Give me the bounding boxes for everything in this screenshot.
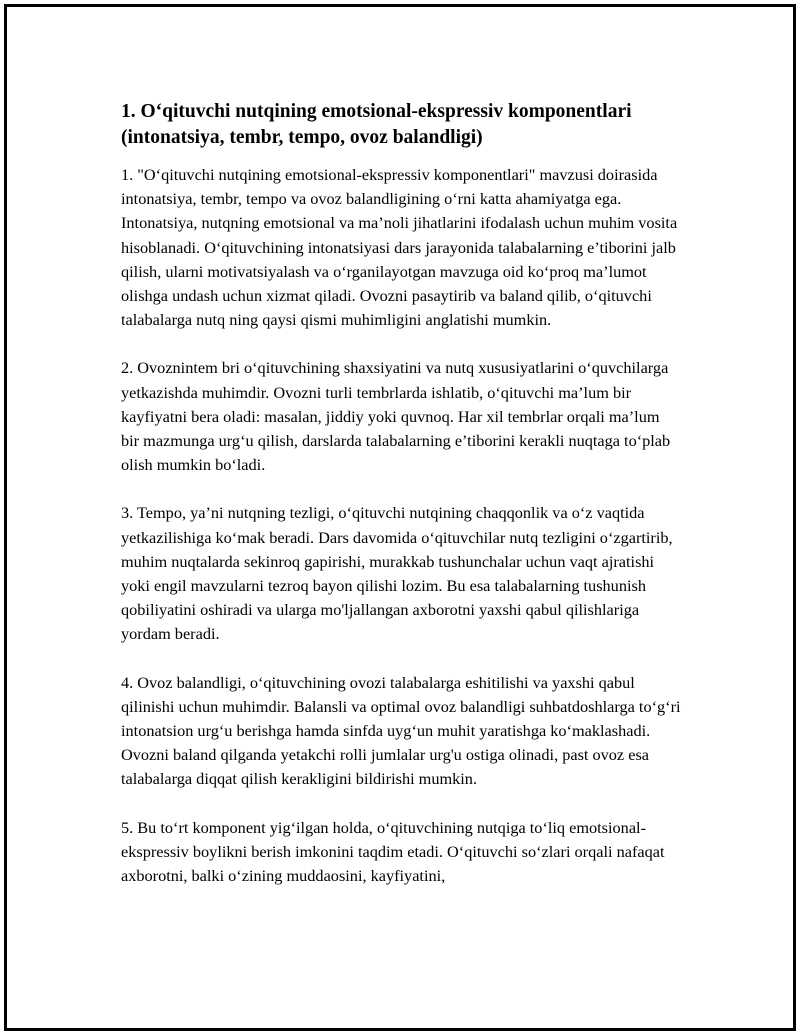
paragraph-1: 1. "O‘qituvchi nutqining emotsional-ekspressiv komponentlari" mavzusi doirasida intonatsiya, tembr, tempo va ovoz balandligining o‘rni katta ahamiyatga ega. Intonatsiya, nutqning emotsional va ma’noli jihatlarini ifodalash uchun muhim vosita hisoblanadi. O‘qituvchining intonatsiyasi dars jarayonida talabalarning e’tiborini jalb qilish, ularni motivatsiyalash va o‘rganilayotgan mavzuga oid ko‘proq ma’lumot olishga undash uchun xizmat qiladi. Ovozni pasaytirib va baland qilib, o‘qituvchi talabalarga nutq ning qaysi qismi muhimligini anglatishi mumkin. [121, 165, 678, 330]
paragraph-2: 2. Ovoznintem bri o‘qituvchining shaxsiyatini va nutq xususiyatlarini o‘quvchilarga yetkazishda muhimdir. Ovozni turli tembrlarda ishlatib, o‘qituvchi ma’lum bir kayfiyatni bera oladi: masalan, jiddiy yoki quvnoq. Har xil tembrlar orqali ma’lum bir mazmunga urg‘u qilish, darslarda talabalarning e’tiborini kerakli nuqtaga to‘plab olish mumkin bo‘ladi. [121, 358, 671, 475]
paragraph-4: 4. Ovoz balandligi, o‘qituvchining ovozi talabalarga eshitilishi va yaxshi qabul qilinishi uchun muhimdir. Balansli va optimal ovoz balandligi suhbatdoshlarga to‘g‘ri intonatsion urg‘u berishga hamda sinfda uyg‘un muhit yaratishga ko‘maklashadi. Ovozni baland qilganda yetakchi rolli jumlalar urg'u ostiga olinadi, past ovoz esa talabalarga diqqat qilish kerakligini bildirishi mumkin. [121, 672, 681, 789]
section-heading: 1. O‘qituvchi nutqining emotsional-ekspressiv komponentlari (intonatsiya, tembr, tempo, ovoz balandligi) [121, 101, 632, 148]
document-body [121, 99, 681, 912]
paragraph-5: 5. Bu to‘rt komponent yig‘ilgan holda, o‘qituvchining nutqiga to‘liq emotsional-ekspressiv boylikni berish imkonini taqdim etadi. O‘qituvchi so‘zlari orqali nafaqat axborotni, balki o‘zining muddaosini, kayfiyatini, [121, 817, 665, 886]
paragraph-3: 3. Tempo, ya’ni nutqning tezligi, o‘qituvchi nutqining chaqqonlik va o‘z vaqtida yetkazilishiga ko‘mak beradi. Dars davomida o‘qituvchilar nutq tezligini o‘zgartirib, muhim nuqtalarda sekinroq gapirishi, murakkab tushunchalar uchun vaqt ajratishi yoki engil mavzularni tezroq bayon qilishi lozim. Bu esa talabalarning tushunish qobiliyatini oshiradi va ularga mo'ljallangan axborotni yaxshi qabul qilishlariga yordam beradi. [121, 503, 673, 644]
page-frame [4, 4, 796, 1031]
